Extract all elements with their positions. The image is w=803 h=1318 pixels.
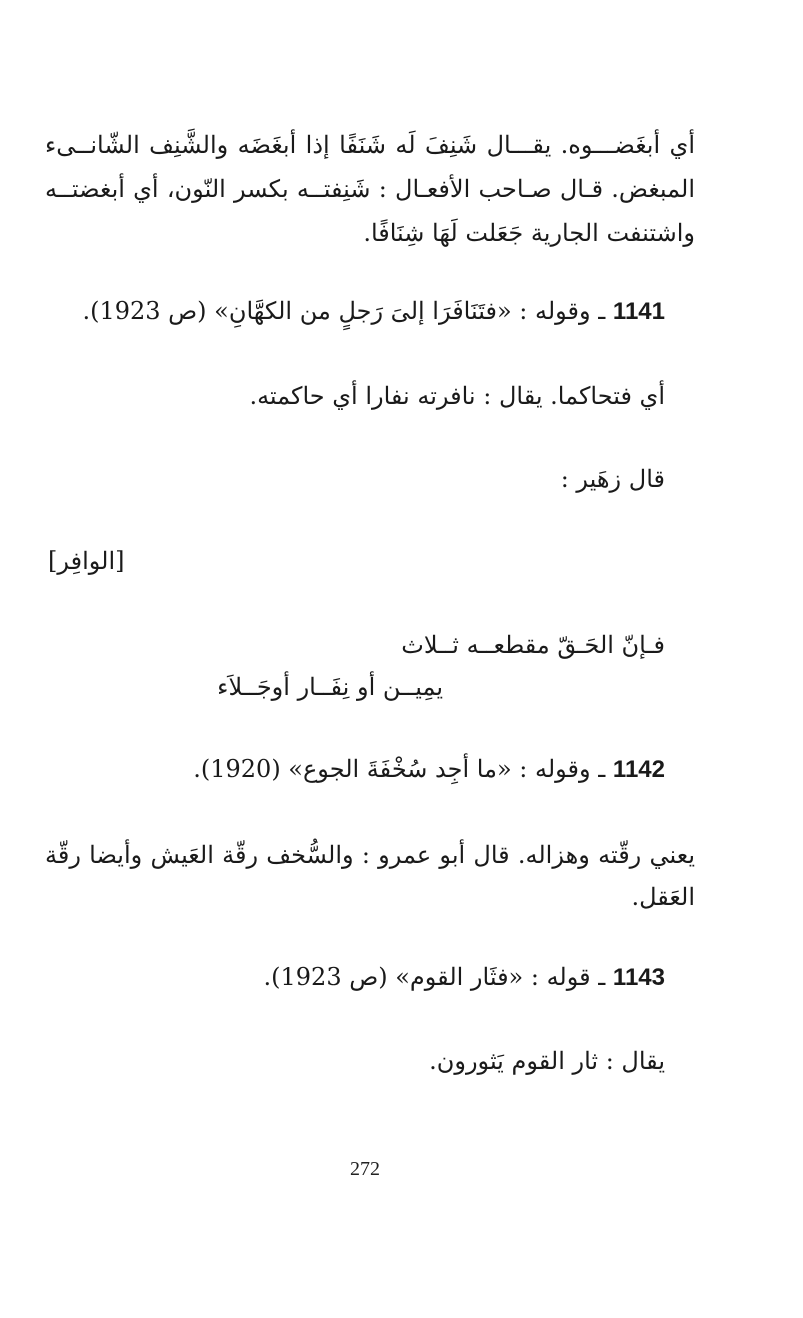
entry-number: 1142 <box>612 756 665 783</box>
paragraph-line: قال زهَير : <box>560 465 665 493</box>
page-number: 272 <box>350 1158 380 1180</box>
paragraph-line: يقال : ثار القوم يَثورون. <box>429 1047 665 1075</box>
paragraph-line: أي فتحاكما. يقال : نافرته نفارا أي حاكمته. <box>249 382 665 410</box>
entry-1141 <box>82 294 665 329</box>
paragraph-line: واشتنفت الجارية جَعَلت لَهَا شِنَافًا. <box>363 219 695 247</box>
verse-hemistich-2: يمِيــن أو نِفَــار أوجَــلاَء <box>217 673 443 701</box>
entry-number: 1143 <box>612 964 665 991</box>
paragraph-line: أي أبغَضـــوه. يقـــال شَنِفَ لَه شَنَفًا إذا أبغَضَه والشَّنِف الشّانــىء <box>45 131 695 159</box>
entry-1143 <box>264 960 665 995</box>
paragraph-line: المبغض. قـال صـاحب الأفعـال : شَنِفتــه بكسر النّون، أي أبغضتــه <box>45 175 695 203</box>
verse-hemistich-1: فـإنّ الحَـقّ مقطعــه ثــلاث <box>401 631 665 659</box>
entry-text: ـ وقوله : «ما أجِد سُخْفَةَ الجوع» (1920). <box>193 755 606 783</box>
paragraph-line: يعني رقّته وهزاله. قال أبو عمرو : والسُّخف رقّة العَيش وأيضا رقّة <box>45 841 695 869</box>
entry-1142 <box>193 752 665 787</box>
entry-number: 1141 <box>612 298 665 325</box>
entry-text: ـ وقوله : «فتَنَافَرَا إلىَ رَجلٍ من الكهَّانِ» (ص 1923). <box>82 297 606 325</box>
paragraph-line: العَقل. <box>631 883 695 911</box>
poetic-meter-label: [الوافِر] <box>48 547 125 575</box>
entry-text: ـ قوله : «فثَار القوم» (ص 1923). <box>263 963 606 991</box>
